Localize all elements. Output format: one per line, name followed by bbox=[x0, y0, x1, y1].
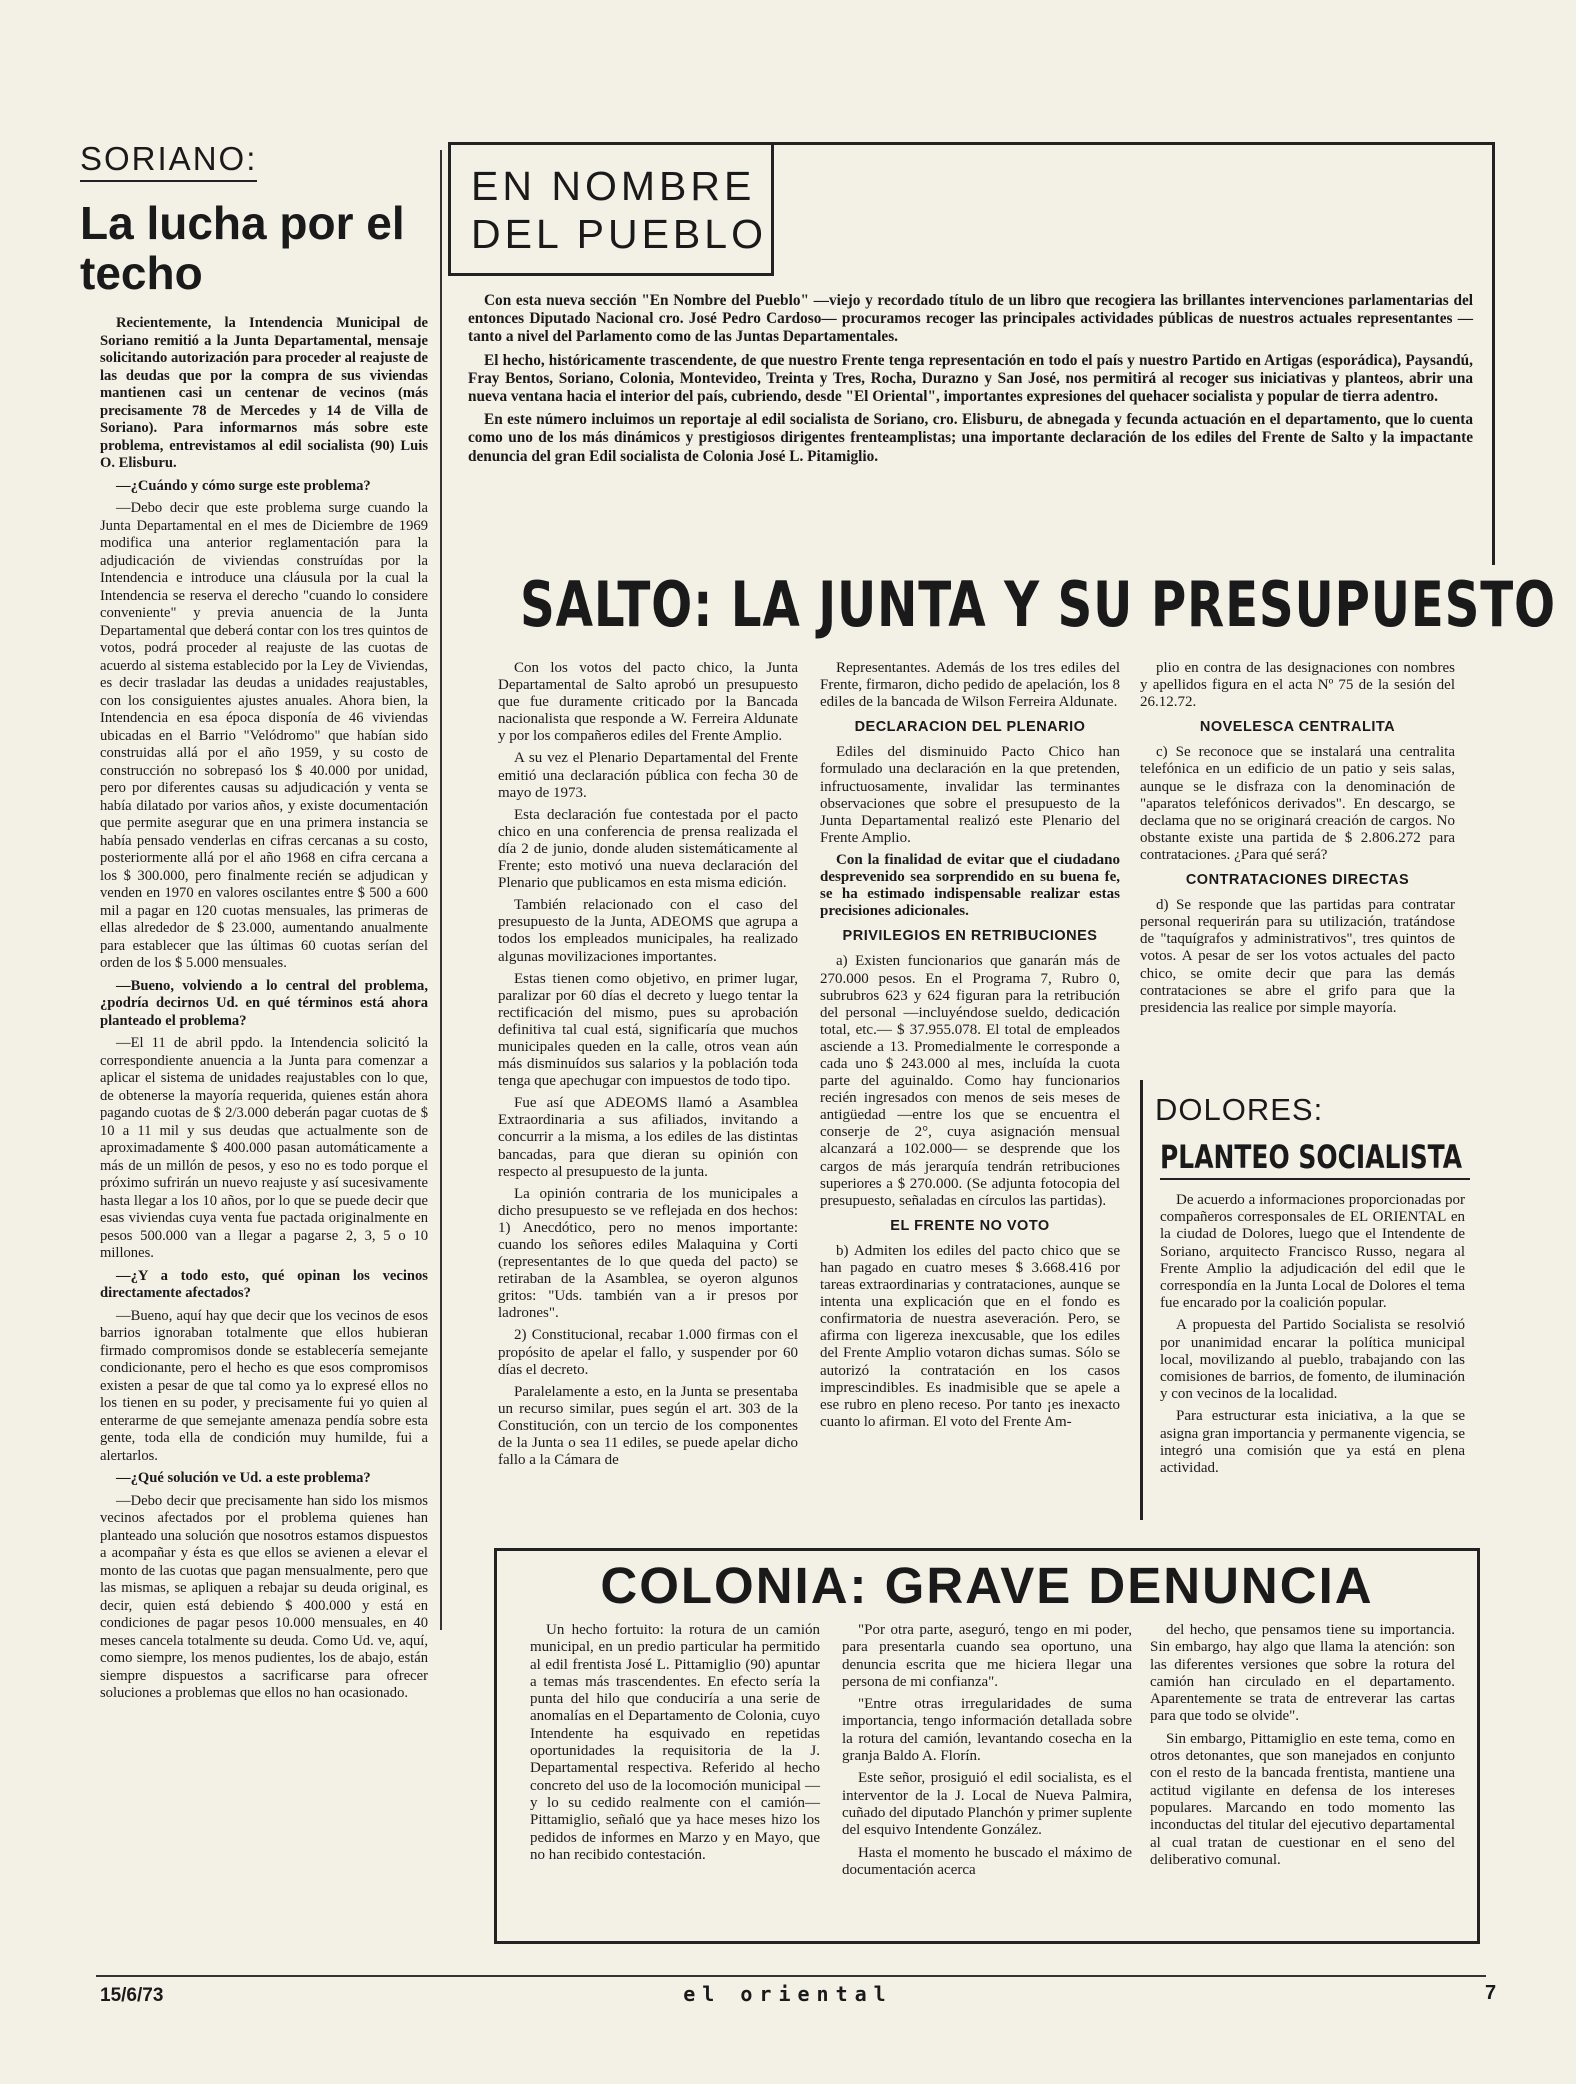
paragraph: "Por otra parte, aseguró, tengo en mi poder, para presentarla cuando sea oportuno, una denuncia escrita que me hiciera llegar una persona de mi confianza". bbox=[842, 1622, 1132, 1690]
footer-rule bbox=[96, 1975, 1486, 1977]
paragraph: En este número incluimos un reportaje al edil socialista de Soriano, cro. Elisburu, de abnegada y fecunda actuación en el departamento, que lo cuenta como uno de los más dinámicos y prestigiosos dirigentes frenteamplistas; una importante declaración de los ediles del Frente de Salto y la impactante denuncia del gran Edil socialista de Colonia José L. Pitamiglio. bbox=[468, 411, 1473, 465]
paragraph: b) Admiten los ediles del pacto chico que se han pagado en cuatro meses $ 3.668.416 por tareas extraordinarias y contrataciones, aunque se intenta una explicación que en el fondo es confirmatoria de nuestra aseveración. Pero, se afirma con ligereza inexcusable, que los ediles del Frente Amplio votaron dichas sumas. Sólo se autorizó la contratación en los casos imprescindibles. Es inadmisible que se apele a ese rubro en pleno receso. Por tanto ¡es inexacto cuanto lo afirman. El voto del Frente Am- bbox=[820, 1242, 1120, 1430]
footer-masthead: el oriental bbox=[683, 1982, 893, 2006]
salto-column-2 bbox=[820, 660, 1120, 1436]
footer-date: 15/6/73 bbox=[100, 1985, 164, 2006]
section-title-line2: DEL PUEBLO bbox=[471, 211, 767, 257]
paragraph: del hecho, que pensamos tiene su importancia. Sin embargo, hay algo que llama la atención: son las diferentes versiones que sobre la rotura del camión han circulado en el departamento. Aparentemente se trata de entreverar las cartas para que todo se olvide". bbox=[1150, 1622, 1455, 1725]
paragraph: —Debo decir que precisamente han sido los mismos vecinos afectados por el problema quienes han planteado una solución que nosotros estamos dispuestos a acompañar y ésta es que ellos se avienen a elevar el monto de las cuotas que pagan mensualmente, pero que las mismas, se apliquen a rebajar su deuda original, es decir, quien está debiendo $ 400.000 y está en condiciones de pagar pesos 10.000 mensuales, en 40 meses cancela totalmente su deuda. Como Ud. ve, aquí, como siempre, los menos pudientes, los de abajo, están siempre dispuestos a sacrificarse para ofrecer soluciones a problemas que ellos no han ocasionado. bbox=[100, 1492, 428, 1701]
salto-headline: SALTO: LA JUNTA Y SU PRESUPUESTO bbox=[520, 568, 1556, 641]
paragraph: Con esta nueva sección "En Nombre del Pueblo" —viejo y recordado título de un libro que recogiera las brillantes intervenciones parlamentarias del entonces Diputado Nacional cro. José Pedro Cardoso— procuramos recoger las principales actividades públicas de nuestros actuales representantes —tanto a nivel del Parlamento como de las Juntas Departamentales. bbox=[468, 292, 1473, 346]
subheading: EL FRENTE NO VOTO bbox=[890, 1217, 1050, 1234]
paragraph: A su vez el Plenario Departamental del Frente emitió una declaración pública con fecha 30 de mayo de 1973. bbox=[498, 750, 798, 801]
subheading: DECLARACION DEL PLENARIO bbox=[854, 719, 1086, 736]
column-rule bbox=[440, 150, 442, 1630]
colonia-headline: COLONIA: GRAVE DENUNCIA bbox=[600, 1557, 1374, 1614]
colonia-column-3 bbox=[1150, 1622, 1455, 1874]
subheading: CONTRATACIONES DIRECTAS bbox=[1185, 872, 1410, 889]
paragraph: "Entre otras irregularidades de suma importancia, tengo información detallada sobre la rotura del camión, levantando cosecha en la granja Baldo A. Florín. bbox=[842, 1696, 1132, 1765]
paragraph: c) Se reconoce que se instalará una centralita telefónica en un edificio de un patio y seis salas, aunque se le disfraza con la denominación de "aparatos telefónicos derivados". En descargo, se declama que no se originará creación de cargos. No obstante existe una partida de $ 2.806.272 para contrataciones. ¿Para qué será? bbox=[1140, 744, 1455, 863]
section-title-box bbox=[448, 142, 774, 276]
paragraph: Este señor, prosiguió el edil socialista, es el interventor de la J. Local de Nueva Palmira, cuñado del diputado Planchón y primer suplente del esquivo Intendente González. bbox=[842, 1770, 1132, 1839]
paragraph: Con la finalidad de evitar que el ciudadano desprevenido sea sorprendido en su buena fe, se ha estimado indispensable realizar estas precisiones adicionales. bbox=[820, 851, 1120, 920]
soriano-headline: La lucha por el techo bbox=[80, 197, 405, 299]
paragraph: Para estructurar esta iniciativa, a la que se asigna gran importancia y permanente vigencia, se integró una comisión que ya está en plena actividad. bbox=[1160, 1408, 1465, 1477]
paragraph: De acuerdo a informaciones proporcionadas por compañeros corresponsales de EL ORIENTAL en la ciudad de Dolores, luego que el Intendente de Soriano, arquitecto Francisco Russo, negara al Frente Amplio la adjudicación del edil que le correspondía en la Junta Local de Dolores el tema fue encarado por la coalición popular. bbox=[1160, 1192, 1465, 1312]
subheading: PRIVILEGIOS EN RETRIBUCIONES bbox=[842, 928, 1098, 945]
paragraph: La opinión contraria de los municipales a dicho presupuesto se ve reflejada en dos hechos: 1) Anecdótico, pero no menos importante: cuando los señores ediles Malaquina y Corti (representantes de lo que queda del pacto) se retiraban de la Asamblea, se oyeron algunos gritos: "Uds. también van a ir presos por ladrones". bbox=[498, 1185, 798, 1322]
paragraph: plio en contra de las designaciones con nombres y apellidos figura en el acta Nº 75 de la sesión del 26.12.72. bbox=[1140, 660, 1455, 711]
paragraph: Fue así que ADEOMS llamó a Asamblea Extraordinaria a sus afiliados, invitando a concurrir a la misma, a los ediles de las distintas bancadas, para que dieran su opinión con respecto al presupuesto de la junta. bbox=[498, 1095, 798, 1180]
paragraph: Sin embargo, Pittamiglio en este tema, como en otros detonantes, que son manejados en conjunto con el resto de la bancada frentista, mantiene una actitud vigilante en defensa de los intereses populares. Marcando en todo momento las inconductas del titular del ejecutivo departamental al cual tratan de cuestionar en el seno del deliberativo comunal. bbox=[1150, 1730, 1455, 1868]
paragraph: 2) Constitucional, recabar 1.000 firmas con el propósito de apelar el fallo, y suspender por 60 días el decreto. bbox=[498, 1327, 798, 1378]
paragraph: d) Se responde que las partidas para contratar personal requerirán para su utilización, tratándose de "taquígrafos y administrativos", tres quintos de votos. A pesar de ser los votos actuales del pacto chico, se omite decir que para las demás contrataciones se abre el grifo para que la presidencia las realice por simple mayoría. bbox=[1140, 897, 1455, 1016]
dolores-headline-wrap bbox=[1160, 1138, 1470, 1180]
paragraph: —Bueno, volviendo a lo central del problema, ¿podría decirnos Ud. en qué términos está ahora planteado el problema? bbox=[100, 977, 428, 1029]
footer-page-number: 7 bbox=[1485, 1982, 1497, 2004]
paragraph: A propuesta del Partido Socialista se resolvió por unanimidad encarar la política municipal local, movilizando al pueblo, trabajando con las comisiones de barrios, de fomento, de iluminación y con vecinos de la localidad. bbox=[1160, 1317, 1465, 1403]
paragraph: Ediles del disminuido Pacto Chico han formulado una declaración en la que pretenden, infructuosamente, invalidar las terminantes observaciones que sobre el presupuesto de la Junta Departamental realizó este Plenario del Frente Amplio. bbox=[820, 744, 1120, 846]
paragraph: —¿Y a todo esto, qué opinan los vecinos directamente afectados? bbox=[100, 1267, 428, 1301]
paragraph: También relacionado con el caso del presupuesto de la Junta, ADEOMS que agrupa a todos los empleados municipales, ha realizado algunas movilizaciones importantes. bbox=[498, 897, 798, 965]
paragraph: Con los votos del pacto chico, la Junta Departamental de Salto aprobó un presupuesto que fue duramente criticado por la Bancada nacionalista que responde a W. Ferreira Aldunate y por los compañeros ediles del Frente Amplio. bbox=[498, 660, 798, 745]
paragraph: Estas tienen como objetivo, en primer lugar, paralizar por 60 días el decreto y luego tentar la rectificación del mismo, pues su aprobación definitiva tal cual está, significaría que muchos municipales queden en la calle, otros vean aún más disminuídos sus salarios y la población toda tenga que apechugar con impuestos de todo tipo. bbox=[498, 970, 798, 1090]
paragraph: a) Existen funcionarios que ganarán más de 270.000 pesos. En el Programa 7, Rubro 0, subrubros 623 y 624 figuran para la retribución del personal —incluyéndose sueldo, dedicación total, etc.— $ 37.955.078. El total de empleados asciende a 13. Promedialmente le corresponde a cada uno $ 243.000 al mes, incluída la cuota parte del aguinaldo. Como hay funcionarios recién ingresados con menos de seis meses de antigüedad —entre los que se encuentra el conserje de 2°, cuya asignación mensual alcanzará a 102.000— se desprende que los cargos de más jerarquía tendrán retribuciones superiores a $ 270.000. (Se adjunta fotocopia del presupuesto, señaladas en círculos las partidas). bbox=[820, 953, 1120, 1209]
salto-column-1 bbox=[498, 660, 798, 1474]
colonia-column-1 bbox=[530, 1622, 820, 1869]
dolores-article-body bbox=[1160, 1192, 1465, 1482]
section-title-line1: EN NOMBRE bbox=[471, 163, 756, 209]
dolores-kicker: DOLORES: bbox=[1155, 1092, 1324, 1127]
dolores-headline: PLANTEO SOCIALISTA bbox=[1160, 1138, 1463, 1176]
paragraph: El hecho, históricamente trascendente, de que nuestro Frente tenga representación en todo el país y nuestro Partido en Artigas (esporádica), Paysandú, Fray Bentos, Soriano, Colonia, Montevideo, Treinta y Tres, Rocha, Durazno y San José, nos permitirá al recoger sus iniciativas y planteos, abrir una nueva ventana hacia el interior del país, cubriendo, desde "El Oriental", importantes expresiones del quehacer socialista y popular de tierra adentro. bbox=[468, 351, 1473, 406]
paragraph: Un hecho fortuito: la rotura de un camión municipal, en un predio particular ha permitido al edil frentista José L. Pittamiglio (90) apuntar a temas más trascendentes. En efecto sería la punta del hilo que conduciría a una serie de anomalías en el Departamento de Colonia, cuyo Intendente ha esquivado en repetidas oportunidades la requisitoria de la J. Departamental respectiva. Referido al hecho concreto del uso de la locomoción municipal —y lo su cedido realmente con el camión— Pittamiglio, señaló que ya hace meses hizo los pedidos de informes en Marzo y en Mayo, que no han recibido contestación. bbox=[530, 1622, 820, 1863]
paragraph: —Debo decir que este problema surge cuando la Junta Departamental en el mes de Diciembre de 1969 modifica una anterior reglamentación para la adjudicación de viviendas construídas por la Intendencia e introduce una cláusula por la cual la Intendencia se reserva el derecho "cuando lo considere conveniente" y previa anuencia de la Junta Departamental que deberá contar con los tres quintos de votos, podrá proceder al reajuste de las cuotas de acuerdo al sistema establecido por la Ley de Viviendas, es decir trasladar las deudas a unidades reajustables, con los consiguientes ajustes anuales. Ahora bien, la Intendencia en esa época disponía de 46 viviendas ubicadas en el Barrio "Velódromo" que habían sido construidas allá por el año 1959, y su costo de construcción no sobrepasó los $ 40.000 por unidad, pero por diferentes causas su adjudicación y venta se había dilatado por varios años, y existe documentación que permite asegurar que en una primera instancia se había pensado venderlas en cifras cercanas a su costo, posteriormente allá por el año 1968 en cifra cercana a los $ 300.000, pero finalmente recién se adjudican y venden en 1970 en valores oscilantes entre $ 500 a 600 mil a pagar en 120 cuotas mensuales, las primeras de ellas alrededor de $ 23.000, aumentando anualmente para establecer que las últimas 60 cuotas serían del orden de los $ 5.000 mensuales. bbox=[100, 500, 428, 971]
paragraph: Representantes. Además de los tres ediles del Frente, firmaron, dicho pedido de apelación, los 8 ediles de la bancada de Wilson Ferreira Aldunate. bbox=[820, 660, 1120, 711]
paragraph: Esta declaración fue contestada por el pacto chico en una conferencia de prensa realizada el día 2 de junio, donde aluden sistemáticamente al Frente; esto motivó una nueva declaración del Plenario que publicamos en esta misma edición. bbox=[498, 806, 798, 892]
section-intro bbox=[468, 292, 1473, 471]
paragraph: —¿Qué solución ve Ud. a este problema? bbox=[116, 1470, 371, 1486]
soriano-article-body bbox=[100, 315, 428, 1708]
paragraph: —¿Cuándo y cómo surge este problema? bbox=[116, 477, 371, 494]
salto-column-3 bbox=[1140, 660, 1455, 1022]
soriano-kicker: SORIANO: bbox=[80, 140, 257, 182]
paragraph: —Bueno, aquí hay que decir que los vecinos de esos barrios ignoraban totalmente que ellos hubieran firmado compromisos donde se establecería semejante condicionante, pero el hecho es que esos compromisos existen a pesar de que tal como ya lo expresé ellos no los tienen en su poder, y precisamente fui yo quien al enterarme de que semejante amenaza pendía sobre esta gente, toda ella de condición muy humilde, fui a alertarlos. bbox=[100, 1307, 428, 1464]
paragraph: —El 11 de abril ppdo. la Intendencia solicitó la correspondiente anuencia a la Junta para comenzar a aplicar el sistema de unidades reajustables con lo que, de obtenerse la mayoría requerida, quienes están ahora pagando cuotas de $ 2/3.000 deberán pagar cuotas de $ 10 a 11 mil y sus deudas que actualmente son de aproximadamente $ 400.000 pasan automáticamente a más de un millón de pesos, y eso no es todo porque el próximo sufrirán un nuevo reajuste y así sucesivamente hasta llegar a los 10 años, por lo que se puede decir que esas viviendas cuya venta fue pactada originalmente en pesos 500.000 van a llegar a pagarse 2, 3, 5 o 10 millones. bbox=[100, 1035, 428, 1261]
paragraph: Hasta el momento he buscado el máximo de documentación acerca bbox=[842, 1844, 1132, 1878]
colonia-column-2 bbox=[842, 1622, 1132, 1884]
salto-headline-wrap bbox=[520, 568, 1556, 648]
paragraph: Paralelamente a esto, en la Junta se presentaba un recurso similar, pues según el art. 303 de la Constitución, con un tercio de los componentes de la Junta o sea 11 ediles, se puede apelar dicho fallo a la Cámara de bbox=[498, 1383, 798, 1469]
subheading: NOVELESCA CENTRALITA bbox=[1199, 719, 1396, 736]
paragraph: Recientemente, la Intendencia Municipal de Soriano remitió a la Junta Departamental, mensaje solicitando autorización para proceder al reajuste de las deudas que por la compra de sus viviendas mantienen casi un centenar de vecinos (más precisamente 78 de Mercedes y 14 de Villa de Soriano). Para informarnos más sobre este problema, entrevistamos al edil socialista (90) Luis O. Elisburu. bbox=[100, 315, 428, 471]
